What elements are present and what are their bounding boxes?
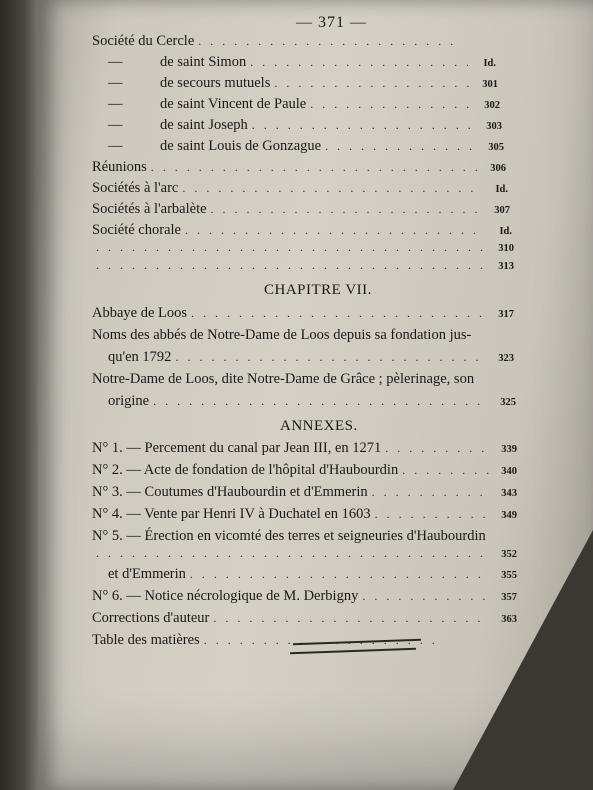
entry-dash: — [108,138,123,154]
entry-dash: — [108,75,123,91]
dot-leader [175,350,486,365]
entry-page: 349 [501,510,517,521]
entry-page: 307 [494,205,510,216]
entry-page: Id. [499,226,512,237]
toc-entry [92,462,517,482]
entry-page: 363 [501,614,517,625]
dot-leader [213,611,489,626]
entry-dash: — [108,54,123,70]
dot-leader [211,202,482,217]
dot-leader [153,394,488,409]
dot-leader [385,441,489,456]
dot-leader [375,507,489,522]
entry-title: de saint Vincent de Paule [160,96,307,112]
dot-leader [198,34,459,49]
entry-page: 301 [482,79,498,90]
entry-page: 302 [484,100,500,111]
entry-page: Id. [495,184,508,195]
dot-leader [274,76,470,91]
toc-entry [92,588,517,608]
toc-entry [92,201,510,221]
dot-leader [402,463,489,478]
dot-leader [310,97,472,112]
toc-entry [92,546,517,566]
entry-page: 339 [501,444,517,455]
entry-title: Sociétés à l'arc [92,180,179,196]
entry-title: de secours mutuels [160,75,271,91]
book-page [38,0,593,790]
entry-page: 305 [488,142,504,153]
toc-entry [108,138,504,158]
toc-entry [108,54,496,74]
toc-entry [92,240,514,260]
dot-leader [182,181,480,196]
toc-entry [92,371,522,391]
dot-leader [96,240,486,255]
entry-page: 303 [486,121,502,132]
toc-entry [108,96,500,116]
entry-page: 357 [501,592,517,603]
toc-entry [92,528,532,548]
toc-entry [92,506,517,526]
entry-title: Notre-Dame de Loos, dite Notre-Dame de Grâce ; pèlerinage, son [92,371,475,387]
dot-leader [362,589,489,604]
entry-page: 323 [498,353,514,364]
entry-title: Abbaye de Loos [92,305,188,321]
entry-title: qu'en 1792 [108,349,172,365]
dot-leader [185,223,484,238]
toc-entry [92,484,517,504]
dot-leader [190,567,489,582]
entry-title: de saint Louis de Gonzague [160,138,322,154]
entry-title: Corrections d'auteur [92,610,210,626]
toc-entry [92,180,508,200]
toc-entry [92,222,512,242]
annexes-heading: ANNEXES. [280,418,358,434]
page-number: — 371 — [296,14,367,31]
toc-entry [92,159,506,179]
entry-title: Noms des abbés de Notre-Dame de Loos depuis sa fondation jus- [92,327,472,343]
toc-entry [92,305,514,325]
dot-leader [191,306,486,321]
chapter-heading: CHAPITRE VII. [264,282,372,298]
entry-dash: — [108,96,123,112]
entry-title: Société du Cercle [92,33,195,49]
dot-leader [151,160,478,175]
entry-title: de saint Joseph [160,117,248,133]
entry-title: N° 6. — Notice nécrologique de M. Derbigny [92,588,359,604]
entry-title: N° 1. — Percement du canal par Jean III, en 1271 [92,440,382,456]
entry-page: 352 [501,549,517,560]
entry-title: Table des matières [92,632,200,648]
entry-title: et d'Emmerin [108,566,186,582]
entry-title: N° 4. — Vente par Henri IV à Duchatel en 1603 [92,506,371,522]
entry-title: Sociétés à l'arbalète [92,201,207,217]
entry-page: 317 [498,309,514,320]
entry-title: de saint Simon [160,54,247,70]
toc-entry [92,610,517,630]
entry-page: 325 [500,397,516,408]
toc-entry [108,393,516,413]
entry-title: N° 2. — Acte de fondation de l'hôpital d'Haubourdin [92,462,399,478]
entry-title: Réunions [92,159,147,175]
entry-title: Société chorale [92,222,181,238]
toc-entry [92,258,514,278]
entry-page: 340 [501,466,517,477]
dot-leader [96,546,489,561]
entry-page: 343 [501,488,517,499]
dot-leader [252,118,474,133]
dot-leader [325,139,476,154]
entry-title: N° 5. — Érection en vicomté des terres et seigneuries d'Haubourdin [92,528,486,544]
dot-leader [96,258,486,273]
entry-page: 306 [490,163,506,174]
toc-entry [108,75,498,95]
toc-entry [108,117,502,137]
toc-entry [108,349,514,369]
entry-page: Id. [483,58,496,69]
dot-leader [250,55,468,70]
toc-entry [92,33,487,53]
toc-entry [108,566,517,586]
toc-entry [92,440,517,460]
entry-page: 313 [498,261,514,272]
entry-title: origine [108,393,150,409]
entry-title: N° 3. — Coutumes d'Haubourdin et d'Emmerin [92,484,368,500]
toc-entry [92,327,522,347]
dot-leader [372,485,489,500]
entry-page: 355 [501,570,517,581]
entry-dash: — [108,117,123,133]
entry-page: 310 [498,243,514,254]
